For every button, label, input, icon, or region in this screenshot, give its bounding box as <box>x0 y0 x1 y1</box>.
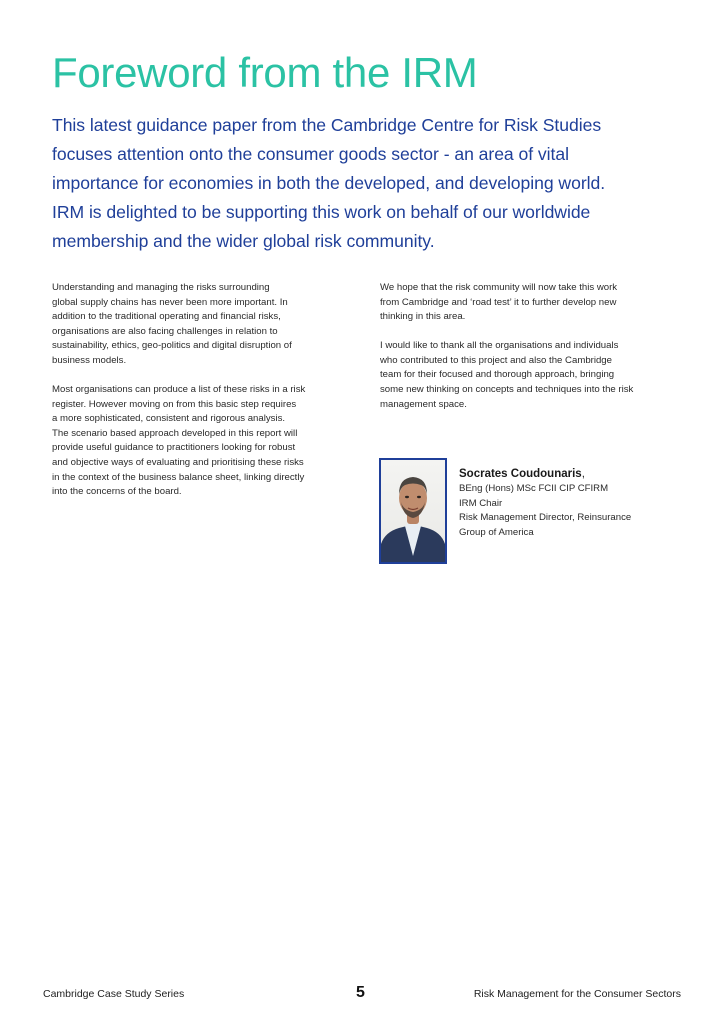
intro-line: importance for economies in both the developed, and developing world. <box>52 173 606 193</box>
page-title: Foreword from the IRM <box>52 49 478 96</box>
text-line: a more sophisticated, consistent and rigorous analysis. <box>52 413 286 425</box>
intro-line: This latest guidance paper from the Cambridge Centre for Risk Studies <box>52 115 602 135</box>
text-line: who contributed to this project and also the Cambridge <box>380 354 612 366</box>
left-column <box>52 281 352 514</box>
text-line: into the concerns of the board. <box>52 486 182 498</box>
body-paragraph <box>52 383 352 500</box>
text-line: team for their focused and thorough approach, bringing <box>380 369 615 381</box>
intro-line: focuses attention onto the consumer goods sector - an area of vital <box>52 144 569 164</box>
text-line: We hope that the risk community will now take this work <box>380 282 618 293</box>
portrait-photo <box>379 458 447 564</box>
text-line: organisations are also facing challenges in relation to <box>52 325 278 337</box>
text-line: The scenario based approach developed in this report will <box>52 427 298 439</box>
text-line: addition to the traditional operating and financial risks, <box>52 311 281 323</box>
text-line: sustainability, ethics, geo-politics and digital disruption of <box>52 340 292 352</box>
body-paragraph <box>380 281 680 325</box>
signature-block <box>459 466 631 540</box>
signatory-position: Risk Management Director, Reinsurance <box>459 512 632 524</box>
text-line: register. However moving on from this basic step requires <box>52 398 297 410</box>
intro-line: IRM is delighted to be supporting this work on behalf of our worldwide <box>52 202 591 222</box>
text-line: provide useful guidance to practitioners looking for robust <box>52 442 296 454</box>
signatory-organisation: Group of America <box>459 526 534 538</box>
page-number: 5 <box>356 984 365 1001</box>
text-line: and objective ways of evaluating and prioritising these risks <box>52 457 304 469</box>
intro-paragraph <box>52 111 672 256</box>
body-paragraph <box>52 281 352 369</box>
text-line: thinking in this area. <box>380 311 466 323</box>
signatory-name: Socrates Coudounaris, <box>459 468 585 480</box>
text-line: Most organisations can produce a list of these risks in a risk <box>52 384 306 396</box>
footer-series: Cambridge Case Study Series <box>43 988 185 1000</box>
text-line: global supply chains has never been more important. In <box>52 296 288 308</box>
text-line: management space. <box>380 398 467 410</box>
right-column <box>380 281 680 427</box>
signatory-qualifications: BEng (Hons) MSc FCII CIP CFIRM <box>459 483 609 494</box>
text-line: from Cambridge and ‘road test’ it to further develop new <box>380 296 617 308</box>
text-line: business models. <box>52 354 127 366</box>
text-line: Understanding and managing the risks surrounding <box>52 282 270 293</box>
text-line: in the context of the business balance sheet, linking directly <box>52 471 305 483</box>
text-line: some new thinking on concepts and techniques into the risk <box>380 384 634 396</box>
body-paragraph <box>380 339 680 412</box>
signatory-role: IRM Chair <box>459 497 503 509</box>
footer-title: Risk Management for the Consumer Sectors <box>473 988 681 1000</box>
page-footer <box>0 984 724 1004</box>
portrait-illustration <box>381 460 445 562</box>
text-line: I would like to thank all the organisations and individuals <box>380 340 619 352</box>
intro-line: membership and the wider global risk community. <box>52 231 435 251</box>
